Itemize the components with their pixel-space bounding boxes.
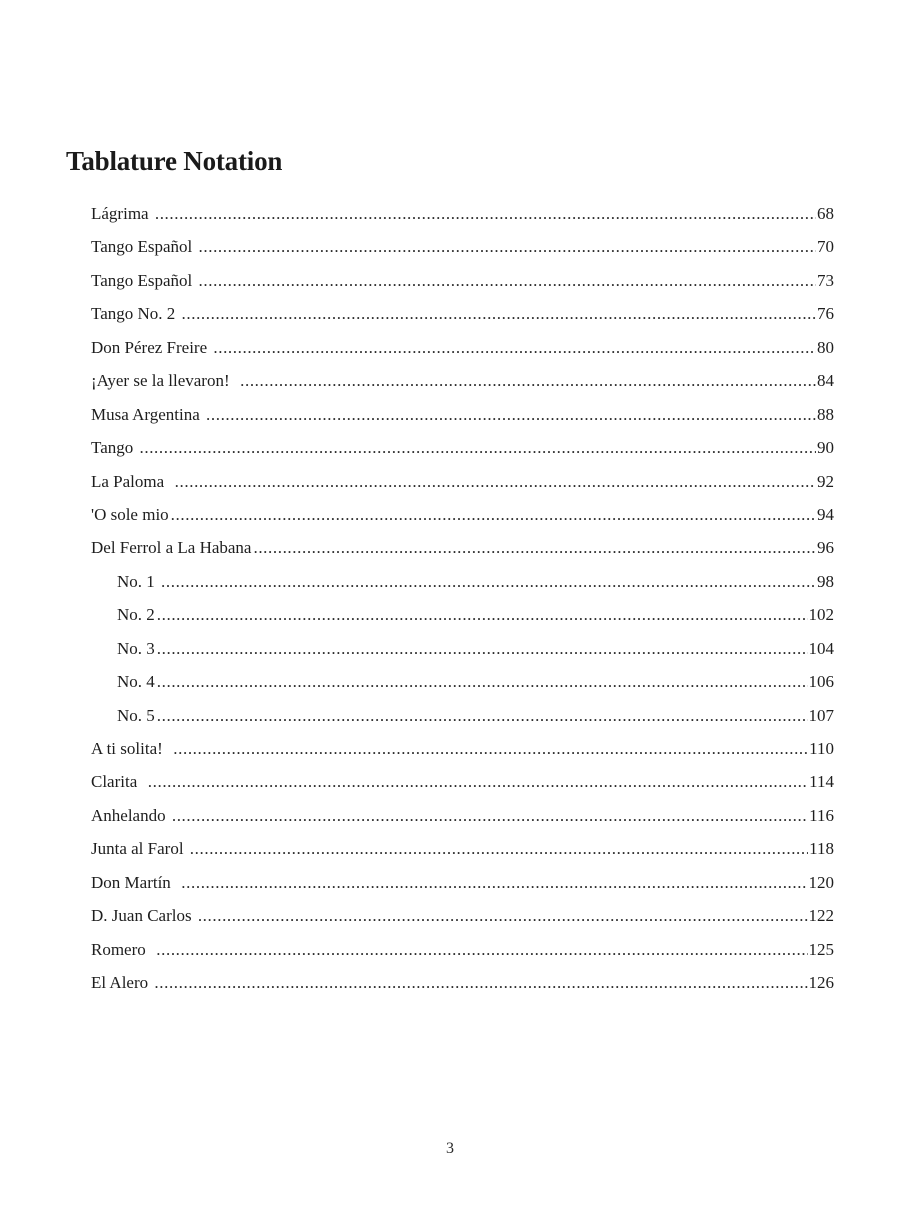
toc-entry-page: 110 xyxy=(809,739,834,758)
toc-entry-page: 125 xyxy=(808,939,834,959)
toc-entry-page: 92 xyxy=(817,471,834,491)
toc-entry-page: 70 xyxy=(817,237,834,257)
toc-entry-title: Tango No. 2 xyxy=(91,304,180,324)
toc-entry-title: Musa Argentina xyxy=(91,404,205,424)
dot-leader xyxy=(154,966,807,999)
toc-entry xyxy=(91,364,834,397)
dot-leader xyxy=(199,264,816,297)
dot-leader xyxy=(157,665,808,698)
toc-subentry xyxy=(91,598,834,631)
toc-subentry-page: 98 xyxy=(817,571,834,591)
toc-entry-title: La Paloma xyxy=(91,471,173,491)
toc-entry-page: 116 xyxy=(809,805,834,825)
toc-entry-title: Romero xyxy=(91,939,155,959)
toc-subentry-page: 107 xyxy=(808,705,834,725)
toc-subentry xyxy=(91,699,834,732)
toc-subentry-title: No. 3 xyxy=(117,638,155,658)
toc-entry-title: 'O sole mio xyxy=(91,504,169,524)
toc-entry xyxy=(91,531,834,564)
toc-entry-title: Don Martín xyxy=(91,872,180,892)
toc-entry xyxy=(91,197,834,230)
toc-entry-title: Del Ferrol a La Habana xyxy=(91,538,252,558)
toc-entry xyxy=(91,765,834,798)
page-number: 3 xyxy=(446,1140,454,1157)
dot-leader xyxy=(148,765,808,798)
toc-entry xyxy=(91,866,834,899)
toc-entry-page: 88 xyxy=(817,404,834,424)
toc-entry xyxy=(91,465,834,498)
toc-entry-page: 90 xyxy=(817,438,834,458)
dot-leader xyxy=(140,431,817,464)
dot-leader xyxy=(198,899,808,932)
toc-entry-title: Tango xyxy=(91,438,138,458)
dot-leader xyxy=(253,531,816,564)
dot-leader xyxy=(173,732,808,765)
toc-subentry-page: 102 xyxy=(808,605,834,625)
dot-leader xyxy=(199,230,816,263)
dot-leader xyxy=(213,331,816,364)
toc-entry-page: 126 xyxy=(808,973,834,993)
dot-leader xyxy=(157,699,808,732)
toc-entry-title: ¡Ayer se la llevaron! xyxy=(91,371,239,391)
toc-entry-title: Junta al Farol xyxy=(91,839,188,859)
toc-entry-title: Don Pérez Freire xyxy=(91,337,212,357)
toc-entry-page: 68 xyxy=(817,204,834,223)
toc-entry-page: 94 xyxy=(817,504,834,524)
toc-subentry-title: No. 4 xyxy=(117,672,155,692)
dot-leader xyxy=(206,398,816,431)
toc-entry xyxy=(91,431,834,464)
page-title: Tablature Notation xyxy=(66,146,283,176)
toc-entry xyxy=(91,832,834,865)
dot-leader xyxy=(240,364,816,397)
dot-leader xyxy=(156,933,807,966)
toc-entry-title: Clarita xyxy=(91,772,146,792)
toc-entry-page: 84 xyxy=(817,371,834,391)
toc-entry xyxy=(91,297,834,330)
toc-subentry-page: 104 xyxy=(808,638,834,658)
dot-leader xyxy=(157,632,808,665)
dot-leader xyxy=(157,598,808,631)
dot-leader xyxy=(161,565,816,598)
toc-entry-title: Lágrima xyxy=(91,204,153,223)
dot-leader xyxy=(182,297,816,330)
dot-leader xyxy=(175,465,816,498)
dot-leader xyxy=(171,498,816,531)
toc-entry-page: 73 xyxy=(817,270,834,290)
toc-entry-page: 122 xyxy=(808,906,834,926)
toc-entry xyxy=(91,899,834,932)
toc-entry-title: Anhelando xyxy=(91,805,170,825)
toc-subentry-title: No. 1 xyxy=(117,571,160,591)
toc-entry-title: Tango Español xyxy=(91,237,197,257)
toc-subentry xyxy=(91,665,834,698)
toc-entry xyxy=(91,230,834,263)
toc-entry xyxy=(91,799,834,832)
dot-leader xyxy=(172,799,808,832)
toc-entry xyxy=(91,264,834,297)
toc-subentry xyxy=(91,565,834,598)
toc-entry-title: A ti solita! xyxy=(91,739,172,758)
toc-entry xyxy=(91,398,834,431)
toc-subentry-title: No. 2 xyxy=(117,605,155,625)
toc-entry xyxy=(91,732,834,765)
toc-entry-page: 76 xyxy=(817,304,834,324)
toc-entry-page: 114 xyxy=(809,772,834,792)
toc-entry-page: 118 xyxy=(809,839,834,859)
toc-entry xyxy=(91,331,834,364)
dot-leader xyxy=(155,197,816,230)
toc-entry-title: D. Juan Carlos xyxy=(91,906,196,926)
toc-subentry-title: No. 5 xyxy=(117,705,155,725)
toc-entry-page: 96 xyxy=(817,538,834,558)
toc-entry-title: Tango Español xyxy=(91,270,197,290)
toc-entry xyxy=(91,966,834,999)
dot-leader xyxy=(190,832,808,865)
table-of-contents xyxy=(91,197,834,1000)
toc-entry xyxy=(91,933,834,966)
toc-entry-page: 120 xyxy=(808,872,834,892)
toc-entry-page: 80 xyxy=(817,337,834,357)
toc-subentry-page: 106 xyxy=(808,672,834,692)
toc-subentry xyxy=(91,632,834,665)
dot-leader xyxy=(181,866,807,899)
toc-entry xyxy=(91,498,834,531)
toc-entry-title: El Alero xyxy=(91,973,153,993)
